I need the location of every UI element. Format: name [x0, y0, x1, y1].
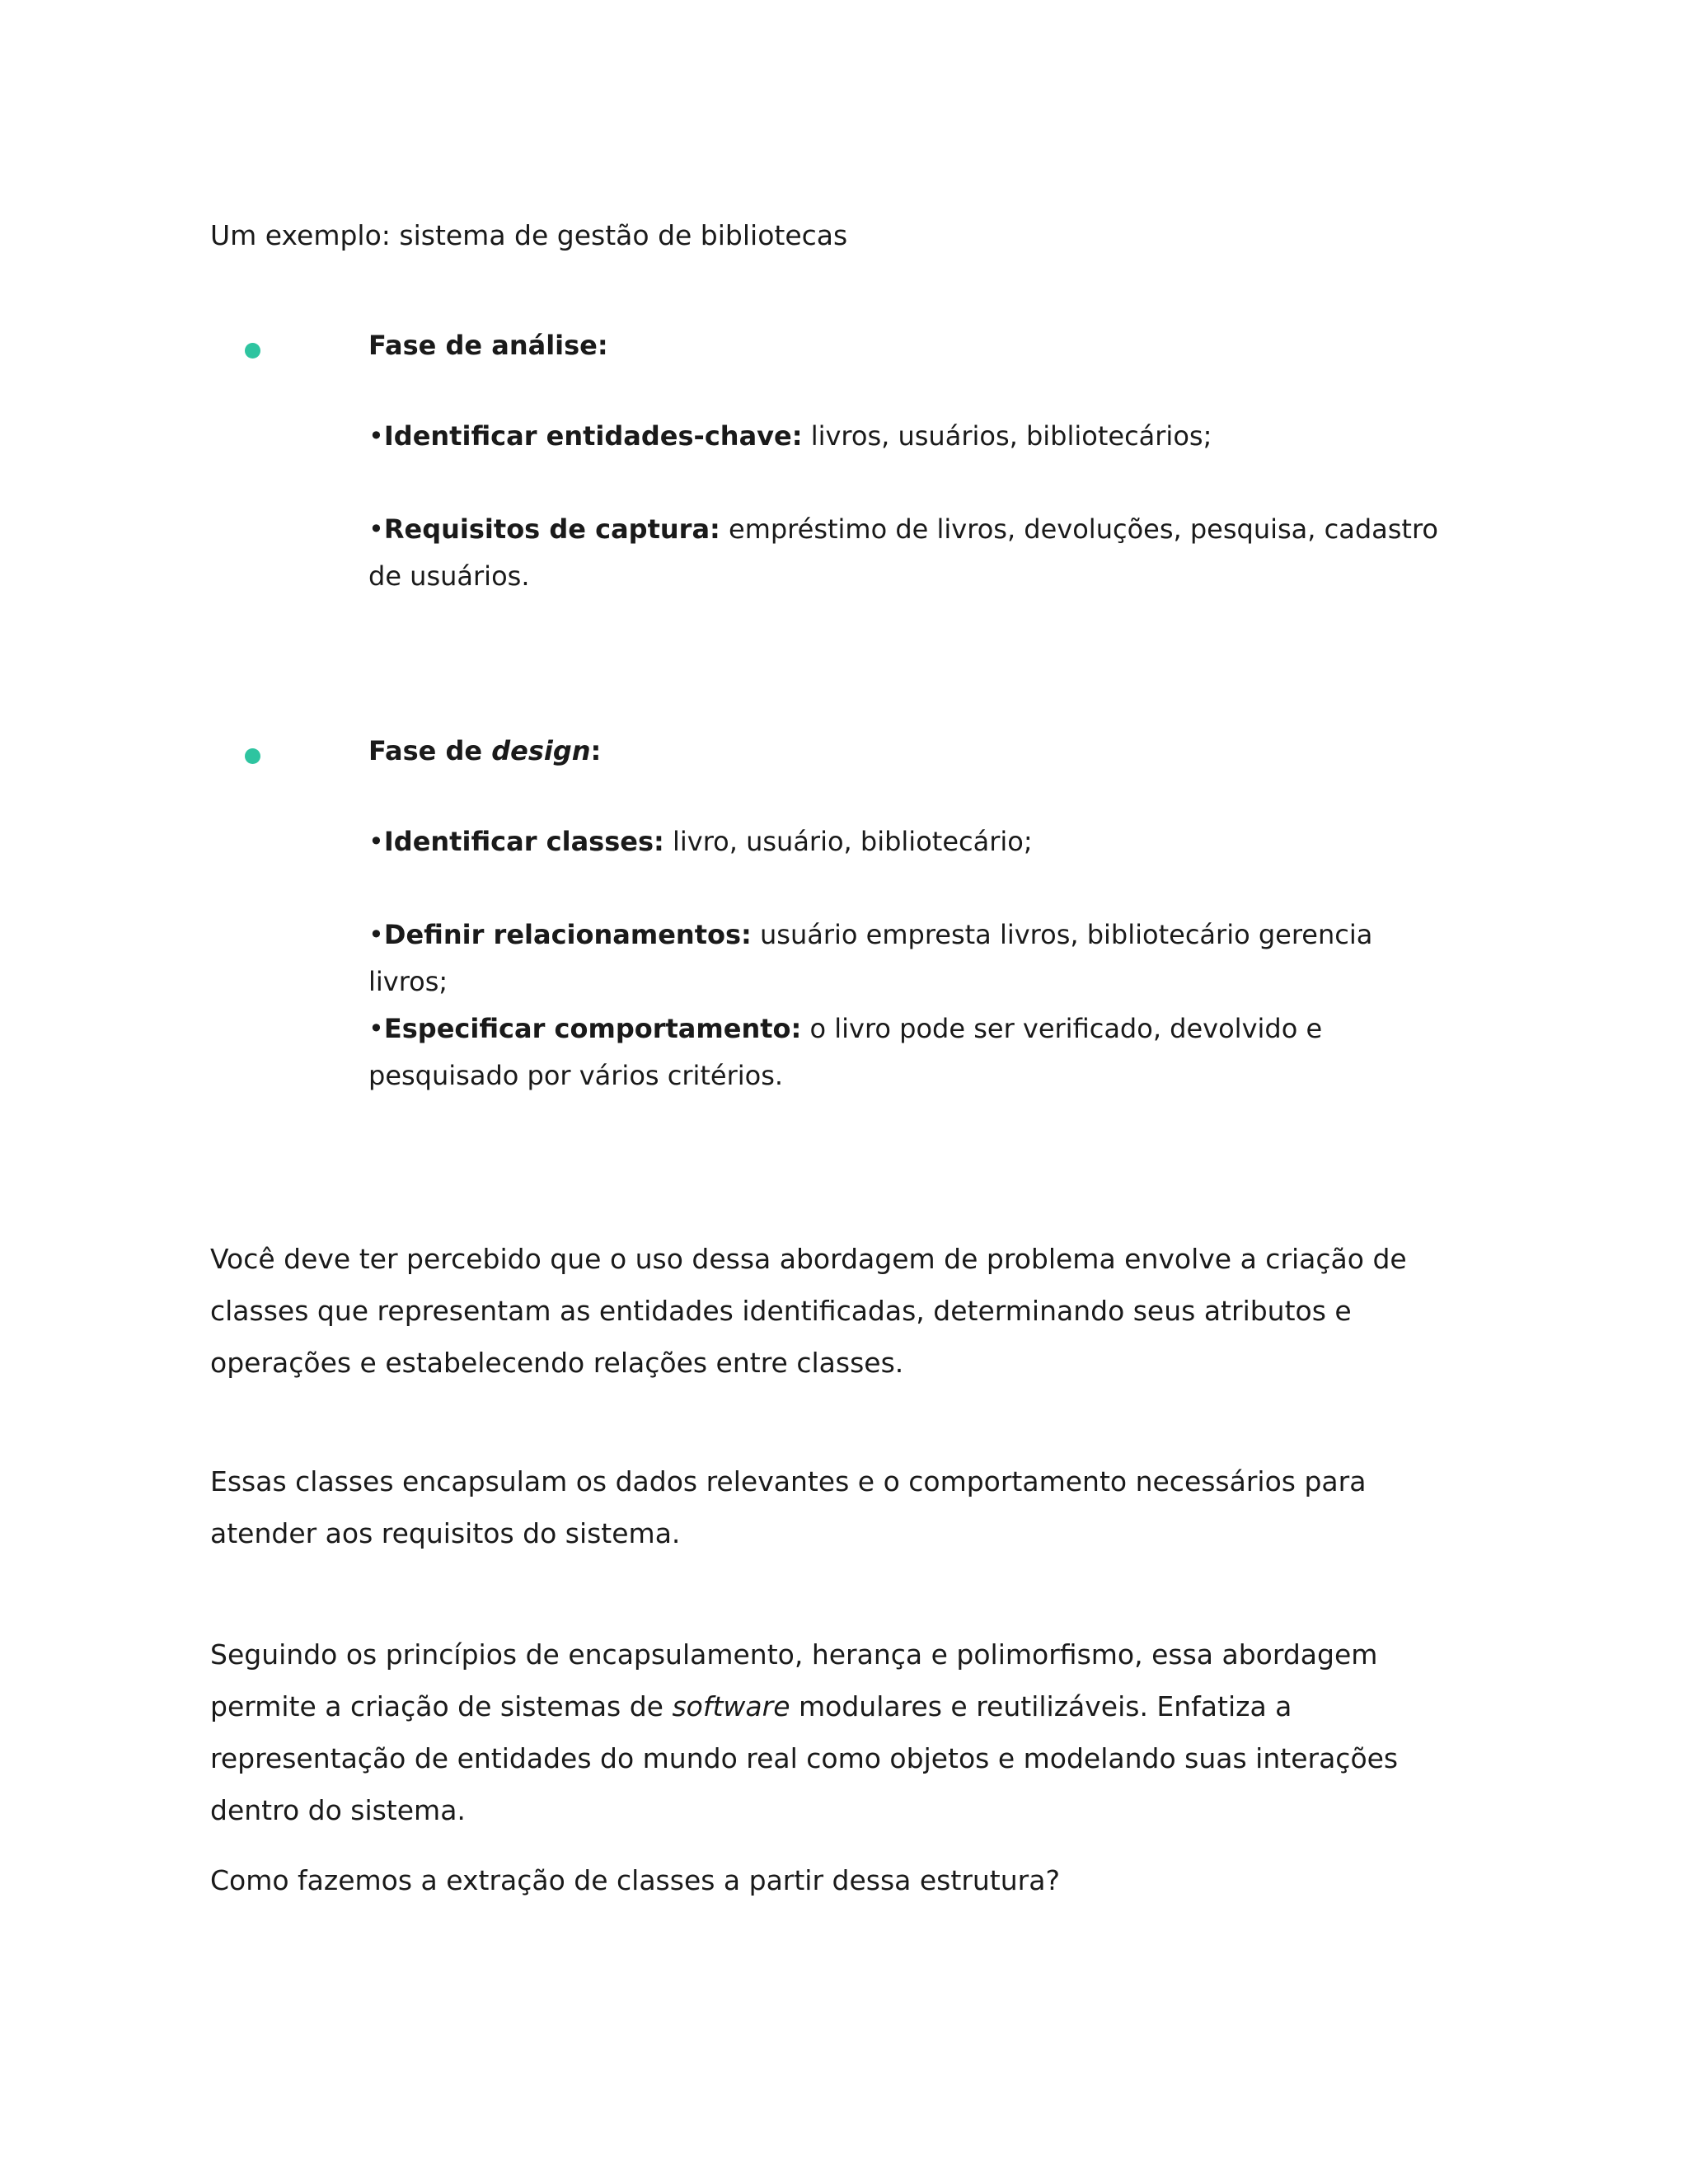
bullet-marker: • [368, 826, 384, 857]
design-heading-emphasis: design [491, 735, 591, 766]
paragraph-emphasis: software [672, 1690, 790, 1722]
analysis-item-label: Requisitos de captura: [383, 513, 720, 545]
design-heading-suffix: : [590, 735, 602, 766]
design-heading-prefix: Fase de [368, 735, 492, 766]
analysis-item-label: Identificar entidades-chave: [383, 420, 803, 452]
intro-paragraph: Um exemplo: sistema de gestão de bibliotecas [210, 219, 848, 251]
closing-question: Como fazemos a extração de classes a partir dessa estrutura? [210, 1864, 1060, 1896]
body-paragraph: Você deve ter percebido que o uso dessa abordagem de problema envolve a criação de classes que representam as entidades identificadas, determinando seus atributos e operações e estabelecendo relações entre classes. [210, 1243, 1407, 1379]
design-item-text: usuário empresta livros, bibliotecário gerencia livros; [368, 919, 1373, 997]
paragraph-text: Seguindo os princípios de encapsulamento, herança e polimorfismo, essa abordagem permite a criação de sistemas de [210, 1638, 1378, 1722]
design-item [368, 1005, 1440, 1099]
bullet-circle-icon [245, 343, 260, 359]
paragraph-text: modulares e reutilizáveis. Enfatiza a representação de entidades do mundo real como objetos e modelando suas interações dentro do sistema. [210, 1690, 1399, 1826]
analysis-item [368, 506, 1440, 600]
analysis-item [368, 413, 1440, 460]
analysis-phase-heading: Fase de análise: [368, 330, 608, 361]
design-item [368, 912, 1440, 1005]
body-paragraph: Essas classes encapsulam os dados relevantes e o comportamento necessários para atender aos requisitos do sistema. [210, 1465, 1367, 1549]
body-paragraph [210, 1629, 1447, 1836]
design-item [368, 818, 1440, 865]
analysis-item-text: livros, usuários, bibliotecários; [802, 420, 1212, 452]
design-phase-heading [368, 725, 601, 776]
design-item-text: livro, usuário, bibliotecário; [663, 826, 1033, 857]
design-item-label: Definir relacionamentos: [383, 919, 752, 950]
bullet-marker: • [368, 420, 384, 452]
design-item-label: Especificar comportamento: [383, 1013, 802, 1044]
analysis-item-text: empréstimo de livros, devoluções, pesquisa, cadastro de usuários. [368, 513, 1438, 592]
design-item-label: Identificar classes: [383, 826, 664, 857]
bullet-marker: • [368, 919, 384, 950]
bullet-marker: • [368, 513, 384, 545]
design-item-text: o livro pode ser verificado, devolvido e pesquisado por vários critérios. [368, 1013, 1323, 1091]
bullet-marker: • [368, 1013, 384, 1044]
bullet-circle-icon [245, 748, 260, 764]
